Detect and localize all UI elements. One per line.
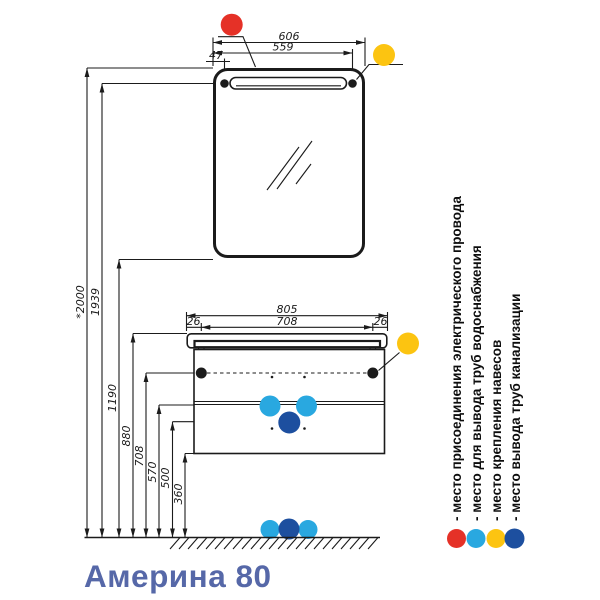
screw-dot [271,376,274,379]
mirror-light-fixture [230,78,347,90]
dim-label-708-top: 708 [276,315,298,328]
vanity-width-dimensions [187,303,388,328]
height-label-1939: 1939 [89,288,102,316]
height-label-500: 500 [159,467,172,489]
height-label-570: 570 [146,461,159,483]
legend-label-electrical: - место присоединения электрического провода [449,196,464,521]
sewage-marker [278,412,300,434]
legend-label-water: - место для вывода труб водоснабжения [469,245,484,521]
floor-water-marker-1 [261,520,280,539]
electrical-leader-line [218,37,256,67]
height-label-1190: 1190 [106,384,119,412]
legend-label-sewage: - место вывода труб канализации [508,293,523,521]
legend-dot-electrical-icon [447,529,466,548]
mirror-mount-dot-right [348,79,357,88]
legend-label-mounts: - место крепления навесов [489,339,504,521]
water-supply-marker-1 [260,396,281,417]
legend-dot-sewage-icon [505,529,525,549]
vanity-cabinet [187,334,387,454]
mirror-mount-marker [357,44,404,80]
legend-dot-water-icon [467,529,486,548]
height-label-2000: *2000 [74,285,87,319]
mirror-cabinet-outline [215,70,364,257]
dim-label-26-left: 26 [186,315,201,328]
ground-hatching [170,538,378,550]
mirror-cabinet [215,70,364,257]
screw-dot [271,427,274,430]
height-label-880: 880 [120,425,133,447]
height-label-708: 708 [133,445,146,467]
hanger-dot-right [367,368,378,379]
dim-label-47: 47 [209,49,223,62]
legend [447,196,525,549]
electrical-point-marker [218,14,256,67]
dim-label-26-right: 26 [373,315,388,328]
mirror-mount-dot-icon [373,44,395,66]
height-dimensions [74,68,185,538]
product-title: Америна 80 [84,558,272,594]
dim-label-805: 805 [276,303,298,317]
water-supply-marker-2 [296,396,317,417]
dim-label-559: 559 [272,40,294,54]
height-label-360: 360 [172,483,185,505]
floor-pipe-outlets [261,519,318,540]
hanger-dot-left [196,368,207,379]
dim-label-606: 606 [278,30,300,43]
floor-water-marker-2 [299,520,318,539]
electrical-dot-icon [221,14,243,36]
floor-sewage-marker [279,519,300,540]
screw-dot [303,427,306,430]
screw-dot [303,376,306,379]
legend-dot-mounts-icon [487,529,506,548]
mirror-mount-dot-left [220,79,229,88]
vanity-rail-bar [195,341,381,347]
vanity-mount-dot-icon [397,333,419,355]
